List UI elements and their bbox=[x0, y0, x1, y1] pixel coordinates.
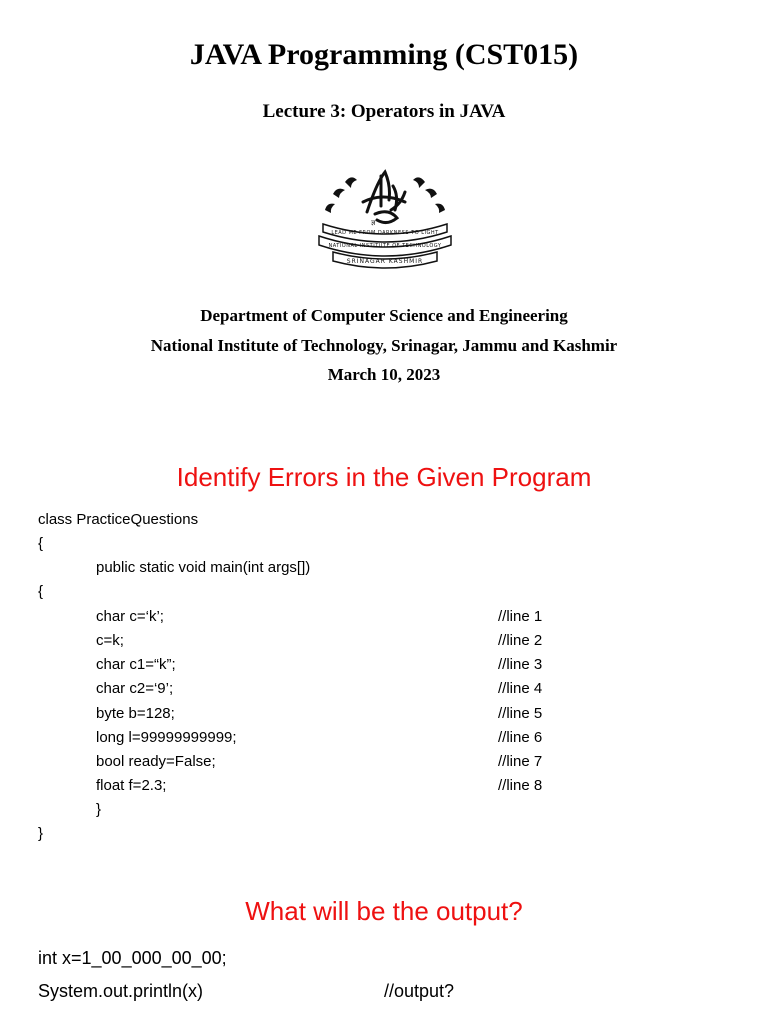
code-comment: //line 4 bbox=[498, 680, 543, 697]
institute-logo bbox=[305, 162, 465, 272]
code-line: float f=2.3; bbox=[96, 777, 167, 794]
code-brace: { bbox=[38, 535, 44, 552]
code-comment: //line 5 bbox=[498, 705, 543, 722]
svg-text:LEAD ME FROM DARKNESS TO LIGHT: LEAD ME FROM DARKNESS TO LIGHT bbox=[331, 230, 439, 236]
code-line: long l=99999999999; bbox=[96, 729, 237, 746]
leaf-3 bbox=[325, 204, 335, 213]
code-class-line: class PracticeQuestions bbox=[38, 511, 199, 528]
leaf-6 bbox=[435, 204, 445, 213]
page-title: JAVA Programming (CST015) bbox=[189, 38, 579, 71]
output-code-line: System.out.println(x) bbox=[38, 981, 204, 1001]
section-heading-output: What will be the output? bbox=[245, 896, 523, 926]
code-brace: } bbox=[38, 825, 44, 842]
svg-text:NATIONAL INSTITUTE OF TECHNOLO: NATIONAL INSTITUTE OF TECHNOLOGY bbox=[328, 243, 442, 249]
code-main-line: public static void main(int args[]) bbox=[96, 559, 311, 576]
code-line: char c1=“k”; bbox=[96, 656, 176, 673]
code-line: byte b=128; bbox=[96, 705, 175, 722]
lecture-subtitle: Lecture 3: Operators in JAVA bbox=[262, 101, 506, 122]
leaf-4 bbox=[413, 177, 425, 188]
leaf-5 bbox=[425, 189, 437, 198]
code-comment: //line 6 bbox=[498, 729, 543, 746]
leaf-1 bbox=[345, 177, 357, 188]
department-name: Department of Computer Science and Engineering bbox=[200, 306, 568, 325]
code-comment: //line 2 bbox=[498, 632, 543, 649]
code-brace: { bbox=[38, 583, 44, 600]
svg-text:ज्ञ: ज्ञ bbox=[371, 219, 376, 227]
code-comment: //line 8 bbox=[498, 777, 543, 794]
section-heading-errors: Identify Errors in the Given Program bbox=[176, 462, 592, 492]
code-comment: //line 7 bbox=[498, 753, 543, 770]
code-line: c=k; bbox=[96, 632, 124, 649]
code-line: char c=‘k’; bbox=[96, 608, 164, 625]
output-comment: //output? bbox=[384, 981, 455, 1001]
code-line: bool ready=False; bbox=[96, 753, 216, 770]
code-line: char c2=‘9’; bbox=[96, 680, 174, 697]
institute-name: National Institute of Technology, Srinagar, Jammu and Kashmir bbox=[150, 336, 618, 355]
code-comment: //line 1 bbox=[498, 608, 543, 625]
lecture-date: March 10, 2023 bbox=[327, 365, 441, 384]
leaf-2 bbox=[333, 189, 345, 198]
code-comment: //line 3 bbox=[498, 656, 543, 673]
svg-text:SRINAGAR KASHMIR: SRINAGAR KASHMIR bbox=[346, 258, 424, 265]
code-brace: } bbox=[96, 801, 102, 818]
output-code-line: int x=1_00_000_00_00; bbox=[38, 948, 227, 968]
